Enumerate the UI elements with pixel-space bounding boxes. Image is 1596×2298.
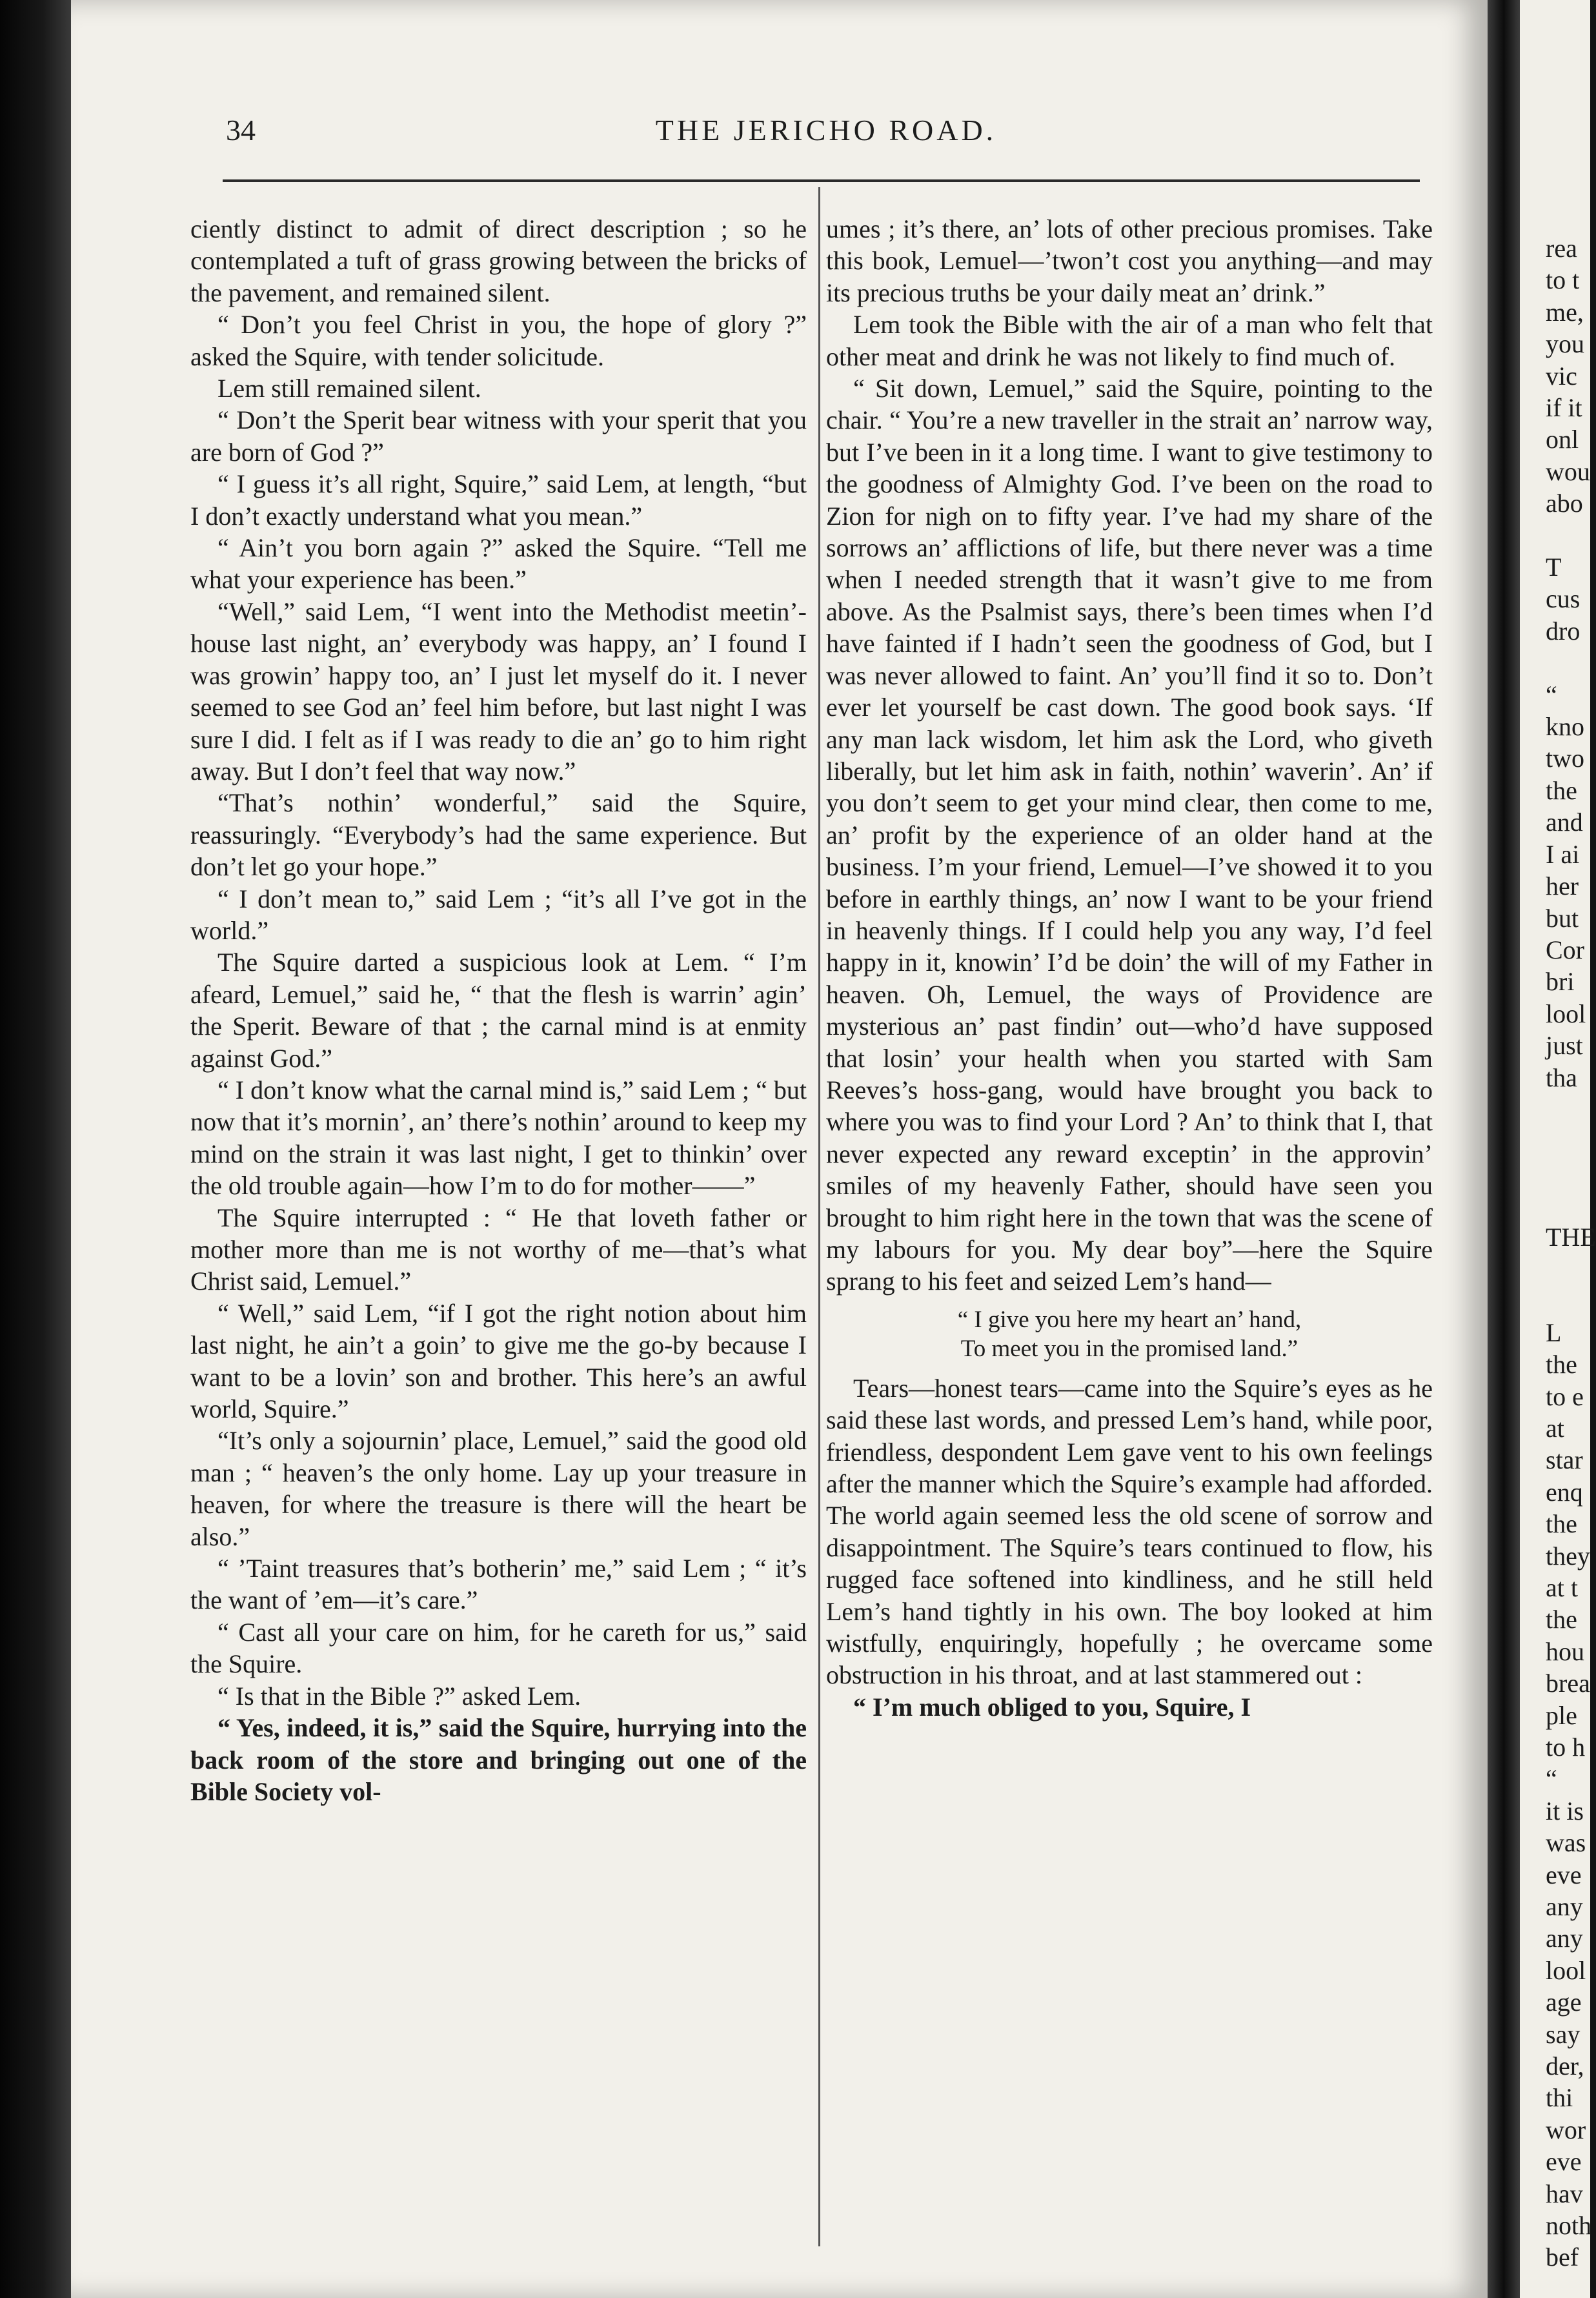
next-page-fragment: hav (1546, 2179, 1583, 2208)
paragraph: “ I don’t know what the carnal mind is,” said Lem ; “ but now that it’s mornin’, an’ there’s nothin’ around to keep my mind on the strain it was last night, I get to thinkin’ over the old trouble again—how I’m to do for mother——” (190, 1075, 807, 1201)
next-page-fragment: Cor (1546, 935, 1584, 964)
next-page-fragment: enq (1546, 1477, 1583, 1507)
paragraph: umes ; it’s there, an’ lots of other precious promises. Take this book, Lemuel—’twon’t cost you anything—and may its precious truths be your daily meat an’ drink.” (826, 214, 1433, 307)
next-page-fragment: tha (1546, 1063, 1577, 1092)
next-page-fragment: her (1546, 871, 1579, 901)
next-page-fragment: brea (1546, 1669, 1590, 1698)
next-page-fragment: eve (1546, 2147, 1582, 2177)
next-page-fragment: kno (1546, 712, 1584, 742)
next-page-fragment: if it (1546, 393, 1582, 423)
right-column (826, 213, 1433, 1723)
next-page-fragment: and (1546, 808, 1583, 837)
paragraph: “That’s nothin’ wonderful,” said the Squire, reassuringly. “Everybody’s had the same experience. But don’t let go your hope.” (190, 788, 807, 882)
next-page-fragment: lool (1546, 1955, 1586, 1985)
next-page-fragment: me, (1546, 297, 1584, 327)
running-title: THE JERICHO ROAD. (655, 114, 997, 147)
paragraph: “ Is that in the Bible ?” asked Lem. (217, 1681, 581, 1711)
next-page-fragment: thi (1546, 2083, 1573, 2113)
next-page-fragment: just (1546, 1031, 1583, 1061)
next-page-fragment: the (1546, 1509, 1577, 1539)
next-page-fragment (1546, 520, 1596, 551)
next-page-fragment: at t (1546, 1572, 1578, 1602)
next-page-fragment: hou (1546, 1636, 1584, 1666)
scan-dark-edge (0, 0, 71, 2298)
next-page-fragment: bef (1546, 2242, 1579, 2272)
next-page-fragment: “ (1546, 680, 1557, 709)
next-page-fragment: der, (1546, 2051, 1584, 2081)
next-page-fragment: any (1546, 1892, 1583, 1921)
paragraph: “ ’Taint treasures that’s botherin’ me,” said Lem ; “ it’s the want of ’em—it’s care.” (190, 1554, 807, 1615)
next-page-fragment: onl (1546, 425, 1579, 454)
paragraph: “Well,” said Lem, “I went into the Methodist meetin’-house last night, an’ everybody was happy, an’ I found I was growin’ happy too, an’ I just let myself do it. I never seemed to see God an’ feel him before, but last night I was sure I did. I felt as if I was ready to die an’ go to him right away. But I don’t feel that way now.” (190, 596, 807, 786)
next-page-fragment: cus (1546, 584, 1581, 614)
next-page-fragment (1546, 1253, 1596, 1285)
next-page-fragment: vic (1546, 361, 1577, 391)
next-page-fragment: lool (1546, 999, 1586, 1028)
paragraph: The Squire interrupted : “ He that loveth father or mother more than me is not worthy of me—that’s what Christ said, Lemuel.” (190, 1203, 807, 1296)
paragraph: Lem still remained silent. (217, 374, 481, 403)
next-page-fragment: the (1546, 1605, 1577, 1634)
paragraph: “ Sit down, Lemuel,” said the Squire, pointing to the chair. “ You’re a new traveller in the strait an’ narrow way, but I’ve been in it a long time. I want to give testimony to the goodness of Almighty God. I’ve been on the road to Zion for nigh on to fifty year. I’ve had my share of the sorrows an’ afflictions of life, but there never was a time when I needed strength that it wasn’t give to me from above. As the Psalmist says, there’s been times when I’d have fainted if I hadn’t seen the goodness of God, but I was never allowed to faint. An’ you’ll find it so to. Don’t ever let yourself be cast down. The good book says. ‘If any man lack wisdom, let him ask the Lord, who giveth liberally, but let him ask in faith, nothin’ waverin’. An’ if you don’t seem to get your mind clear, then come to me, an’ profit by the experience of an older hand at the business. I’m your friend, Lemuel—I’ve showed it to you before in earthly things, an’ now I want to be your friend in heavenly things. If I could help you any way, I’d feel happy in it, knowin’ I’d be doin’ the will of my Father in heaven. Oh, Lemuel, the ways of Providence are mysterious an’ past findin’ out—who’d have supposed that losin’ your health when you started with Sam Reeves’s hoss-gang, would have brought you back to where you was to find your Lord ? An’ to think that I, that never expected any reward exceptin’ in the approvin’ smiles of my heavenly Father, should have seen you brought to him right here in the town that was the scene of my labours for you. My dear boy”—here the Squire sprang to his feet and seized Lem’s hand— (826, 374, 1433, 1296)
next-page-fragment: it is (1546, 1796, 1584, 1825)
next-page-fragment: two (1546, 744, 1584, 773)
page-number: 34 (226, 114, 256, 147)
next-page-fragment: any (1546, 1924, 1583, 1953)
paragraph: “ Cast all your care on him, for he careth for us,” said the Squire. (190, 1617, 807, 1679)
right-column-continuation (826, 1372, 1433, 1723)
verse-line: “ I give you here my heart an’ hand, (957, 1306, 1302, 1333)
next-page-fragment (1546, 1093, 1596, 1125)
next-page-fragment: the (1546, 1350, 1577, 1379)
next-page-fragment: wou (1546, 456, 1590, 486)
paragraph: ciently distinct to admit of direct description ; so he contemplated a tuft of grass growing between the bricks of the pavement, and remained silent. (190, 214, 807, 307)
next-page-fragment: was (1546, 1828, 1586, 1858)
paragraph: Tears—honest tears—came into the Squire’s eyes as he said these last words, and pressed Lem’s hand, while poor, friendless, despondent Lem gave vent to his own feelings after the manner which the Squire’s example had afforded. The world again seemed less the old scene of sorrow and disappointment. The Squire’s tears continued to flow, his rugged face softened into kindliness, and he still held Lem’s hand tightly in his own. The boy looked at him wistfully, enquiringly, hopefully ; he overcame some obstruction in his throat, and at last stammered out : (826, 1373, 1433, 1690)
next-page-fragment: star (1546, 1445, 1583, 1475)
next-page-edge (1520, 0, 1596, 2298)
next-page-fragment: L (1546, 1317, 1562, 1347)
paragraph: “It’s only a sojournin’ place, Lemuel,” said the good old man ; “ heaven’s the only home. Lay up your treasure in heaven, for where the treasure is there will the heart be also.” (190, 1426, 807, 1551)
paragraph: “ Well,” said Lem, “if I got the right notion about him last night, he ain’t a goin’ to give me the go-by because I want to be a lovin’ son and brother. This here’s an awful world, Squire.” (190, 1298, 807, 1424)
paragraph: “ Yes, indeed, it is,” said the Squire, hurrying into the back room of the store and bringing out one of the Bible Society vol- (190, 1713, 807, 1806)
next-page-fragment: to e (1546, 1381, 1584, 1411)
next-page-fragment: but (1546, 903, 1579, 933)
verse-line: To meet you in the promised land.” (960, 1335, 1298, 1362)
next-page-fragment: THE (1546, 1222, 1596, 1252)
next-page-fragment: ple (1546, 1700, 1577, 1730)
next-page-fragment: wor (1546, 2115, 1586, 2144)
next-page-fragment: T (1546, 553, 1562, 582)
next-page-fragment: to h (1546, 1732, 1586, 1762)
next-page-fragment: at (1546, 1413, 1564, 1443)
paragraph: Lem took the Bible with the air of a man who felt that other meat and drink he was not likely to find much of. (826, 310, 1433, 371)
next-page-fragment: noth (1546, 2211, 1592, 2241)
column-divider (818, 187, 820, 2246)
next-page-fragment (1546, 647, 1596, 678)
next-page-fragment: they (1546, 1541, 1590, 1571)
next-page-fragment: I ai (1546, 839, 1580, 869)
next-page-fragment: the (1546, 775, 1577, 805)
next-page-fragments (1546, 232, 1596, 2273)
paragraph: “ I don’t mean to,” said Lem ; “it’s all I’ve got in the world.” (190, 884, 807, 945)
next-page-fragment: you (1546, 329, 1584, 359)
next-page-fragment (1546, 1189, 1596, 1221)
next-page-fragment: abo (1546, 489, 1583, 518)
left-column (190, 213, 807, 1807)
paragraph: “ Don’t the Sperit bear witness with your sperit that you are born of God ?” (190, 405, 807, 467)
next-page-fragment (1546, 1125, 1596, 1157)
next-page-fragment: bri (1546, 967, 1575, 997)
paragraph: “ I guess it’s all right, Squire,” said Lem, at length, “but I don’t exactly understand what you mean.” (190, 469, 807, 531)
next-page-fragment: rea (1546, 234, 1577, 263)
next-page-fragment (1546, 1157, 1596, 1189)
right-column-body (826, 213, 1433, 1297)
paragraph: The Squire darted a suspicious look at Lem. “ I’m afeard, Lemuel,” said he, “ that the flesh is warrin’ agin’ the Sperit. Beware of that ; the carnal mind is at enmity against God.” (190, 948, 807, 1073)
paragraph: “ I’m much obliged to you, Squire, I (853, 1692, 1251, 1722)
next-page-fragment: to t (1546, 265, 1580, 295)
next-page-fragment: “ (1546, 1764, 1557, 1794)
next-page-fragment (1546, 1285, 1596, 1316)
next-page-fragment: say (1546, 2019, 1581, 2049)
book-gutter (1488, 0, 1520, 2298)
paragraph: “ Don’t you feel Christ in you, the hope of glory ?” asked the Squire, with tender solicitude. (190, 310, 807, 371)
paragraph: “ Ain’t you born again ?” asked the Squire. “Tell me what your experience has been.” (190, 533, 807, 595)
header-rule (223, 179, 1420, 182)
next-page-fragment: eve (1546, 1860, 1582, 1889)
next-page-fragment: dro (1546, 616, 1581, 646)
next-page-fragment: age (1546, 1988, 1582, 2017)
verse-quote (826, 1305, 1433, 1363)
page-header (226, 113, 1426, 171)
